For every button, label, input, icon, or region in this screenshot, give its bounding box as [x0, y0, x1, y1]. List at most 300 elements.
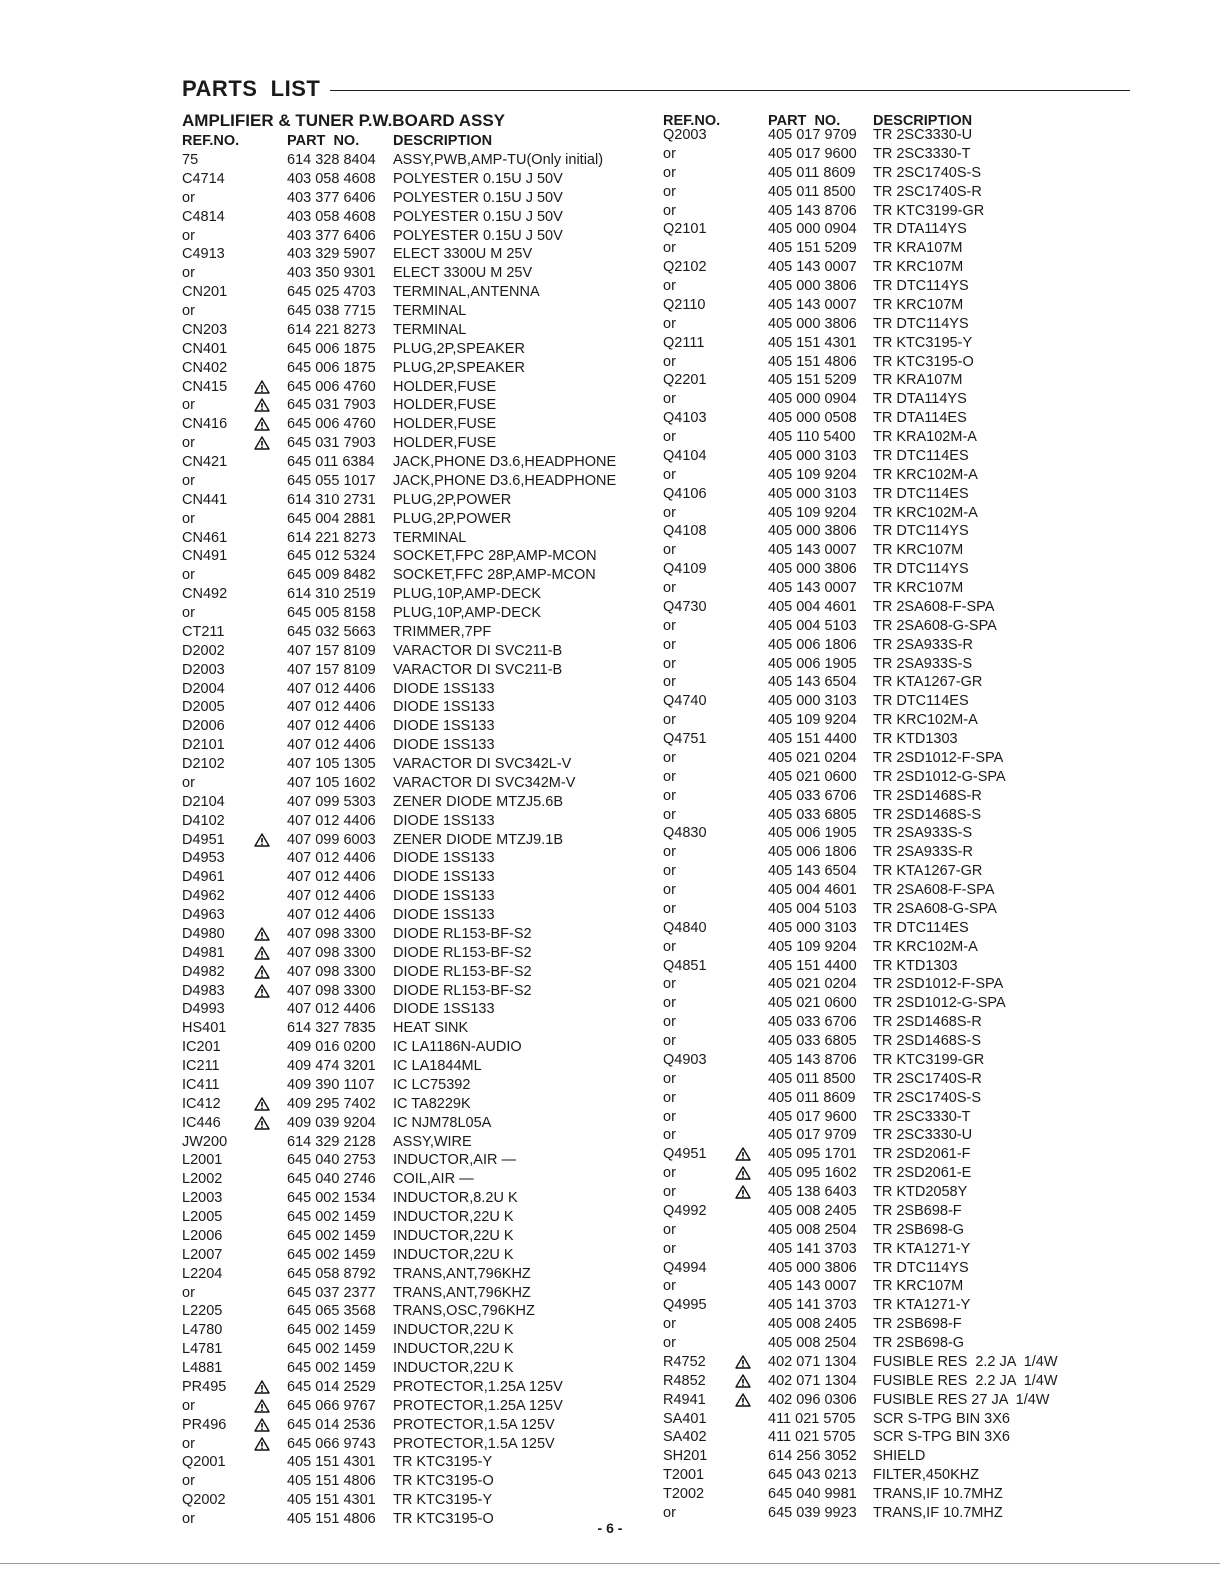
ref-no: D4961	[182, 869, 225, 886]
description: HEAT SINK	[393, 1020, 469, 1037]
ref-no: Q4730	[663, 598, 707, 615]
part-no: 614 256 3052	[768, 1448, 857, 1465]
part-no: 614 329 2128	[287, 1133, 376, 1150]
part-no: 405 151 4806	[768, 353, 857, 370]
description: FUSIBLE RES 27 JA 1/4W	[873, 1391, 1050, 1408]
part-no: 407 012 4406	[287, 680, 376, 697]
ref-no: IC446	[182, 1114, 221, 1131]
part-no: 405 021 0204	[768, 749, 857, 766]
part-no: 405 017 9709	[768, 127, 857, 143]
safety-warning-icon	[254, 833, 270, 847]
part-no: 403 058 4608	[287, 208, 376, 225]
ref-no: HS401	[182, 1020, 227, 1037]
safety-warning-icon	[254, 1399, 270, 1413]
ref-no: or	[663, 976, 676, 993]
description: INDUCTOR,22U K	[393, 1209, 514, 1225]
description: ZENER DIODE MTZJ9.1B	[393, 831, 563, 848]
description: DIODE 1SS133	[393, 718, 495, 735]
ref-no: L2205	[182, 1303, 223, 1320]
ref-no: or	[663, 768, 676, 785]
part-no: 405 021 0600	[768, 768, 857, 785]
safety-warning-icon	[254, 1116, 270, 1130]
description: POLYESTER 0.15U J 50V	[393, 227, 563, 244]
part-no: 405 143 6504	[768, 674, 857, 691]
description: TR 2SD1468S-R	[873, 787, 982, 804]
ref-no: IC412	[182, 1095, 221, 1112]
description: TR DTC114ES	[873, 693, 969, 710]
description: INDUCTOR,AIR —	[393, 1152, 516, 1169]
description: TR 2SD2061-F	[873, 1146, 971, 1163]
description: JACK,PHONE D3.6,HEADPHONE	[393, 454, 617, 470]
ref-no: R4941	[663, 1391, 706, 1408]
part-no: 645 004 2881	[287, 510, 376, 527]
description: ASSY,WIRE	[393, 1133, 472, 1150]
ref-no: Q2102	[663, 259, 707, 276]
ref-no: or	[663, 391, 676, 408]
ref-no: or	[663, 278, 676, 294]
ref-no: or	[663, 202, 676, 219]
header-part-no: PART NO.	[768, 113, 841, 129]
ref-no: or	[663, 1070, 676, 1087]
part-no: 405 143 0007	[768, 259, 857, 276]
ref-no: D4981	[182, 944, 225, 961]
ref-no: R4852	[663, 1372, 706, 1389]
ref-no: CT211	[182, 623, 225, 640]
ref-no: C4814	[182, 208, 225, 225]
description: DIODE RL153-BF-S2	[393, 925, 532, 942]
description: PLUG,2P,SPEAKER	[393, 340, 525, 357]
part-no: 645 002 1459	[287, 1360, 376, 1376]
ref-no: IC211	[182, 1058, 220, 1074]
part-no: 645 040 9981	[768, 1486, 857, 1502]
ref-no: D2002	[182, 642, 225, 659]
part-no: 645 006 1875	[287, 340, 376, 357]
description: ELECT 3300U M 25V	[393, 246, 533, 263]
description: TR KTC3199-GR	[873, 202, 985, 219]
part-no: 405 151 5209	[768, 372, 857, 389]
part-no: 409 390 1107	[287, 1076, 375, 1093]
ref-no: Q2201	[663, 372, 707, 389]
part-no: 407 098 3300	[287, 982, 376, 999]
ref-no: or	[663, 1335, 676, 1351]
description: TR KTD2058Y	[873, 1184, 968, 1200]
description: DIODE 1SS133	[393, 680, 495, 697]
description: TRANS,ANT,796KHZ	[393, 1265, 531, 1282]
ref-no: or	[182, 510, 195, 527]
description: TR KTA1267-GR	[873, 863, 983, 880]
description: TR KRA107M	[873, 240, 963, 257]
description: TR KTA1271-Y	[873, 1297, 971, 1314]
part-no: 405 000 0904	[768, 391, 857, 408]
description: SOCKET,FPC 28P,AMP-MCON	[393, 548, 597, 565]
part-no: 405 151 4301	[287, 1454, 376, 1471]
header-description: DESCRIPTION	[393, 133, 493, 149]
ref-no: or	[663, 240, 676, 257]
part-no: 405 138 6403	[768, 1184, 857, 1200]
part-no: 405 000 3806	[768, 561, 857, 578]
description: DIODE 1SS133	[393, 812, 495, 829]
ref-no: R4752	[663, 1353, 706, 1370]
description: TR DTC114ES	[873, 447, 969, 464]
description: TR DTA114YS	[873, 391, 967, 408]
ref-no: or	[663, 863, 676, 880]
ref-no: L2003	[182, 1190, 223, 1207]
description: TR 2SC3330-U	[873, 127, 973, 143]
ref-no: IC411	[182, 1076, 220, 1093]
description: TR 2SD1012-F-SPA	[873, 976, 1004, 993]
part-no: 405 011 8609	[768, 1089, 856, 1106]
part-no: 405 143 0007	[768, 296, 857, 313]
part-no: 405 000 3806	[768, 1259, 857, 1276]
part-no: 402 071 1304	[768, 1353, 857, 1370]
part-no: 407 105 1305	[287, 756, 376, 772]
ref-no: or	[663, 1033, 676, 1049]
description: TERMINAL,ANTENNA	[393, 284, 540, 301]
part-no: 645 012 5324	[287, 548, 376, 565]
ref-no: Q4104	[663, 447, 707, 464]
description: TR KRA107M	[873, 372, 963, 389]
ref-no: or	[663, 429, 676, 445]
ref-no: D4962	[182, 888, 225, 905]
description: TR KTA1271-Y	[873, 1240, 971, 1257]
ref-no: or	[663, 655, 676, 672]
part-no: 405 033 6706	[768, 1014, 857, 1031]
ref-no: or	[182, 472, 195, 489]
ref-no: Q4851	[663, 957, 707, 974]
description: TR 2SA933S-R	[873, 844, 973, 861]
ref-no: or	[663, 806, 676, 823]
description: TR 2SB698-G	[873, 1335, 965, 1351]
part-no: 407 012 4406	[287, 1001, 376, 1018]
part-no: 407 157 8109	[287, 661, 376, 678]
ref-no: D2006	[182, 718, 225, 735]
ref-no: or	[663, 900, 676, 917]
ref-no: Q4103	[663, 410, 707, 427]
description: IC NJM78L05A	[393, 1114, 492, 1131]
part-no: 645 011 6384	[287, 454, 375, 470]
part-no: 405 143 0007	[768, 1278, 857, 1295]
part-no: 405 004 4601	[768, 882, 857, 898]
ref-no: Q4992	[663, 1202, 707, 1219]
description: PLUG,2P,POWER	[393, 491, 512, 508]
part-no: 405 004 5103	[768, 900, 857, 917]
description: ZENER DIODE MTZJ5.6B	[393, 793, 563, 810]
part-no: 405 006 1806	[768, 636, 857, 653]
ref-no: Q4108	[663, 523, 707, 540]
description: TR 2SD1012-G-SPA	[873, 768, 1006, 785]
description: TR KTC3195-Y	[393, 1454, 493, 1471]
ref-no: SH201	[663, 1448, 708, 1465]
ref-no: CN492	[182, 586, 228, 603]
ref-no: SA402	[663, 1429, 707, 1446]
part-no: 405 000 3103	[768, 485, 857, 502]
description: TR 2SA608-F-SPA	[873, 598, 995, 615]
part-no: 645 002 1459	[287, 1322, 376, 1339]
part-no: 405 021 0600	[768, 995, 857, 1012]
description: TERMINAL	[393, 321, 467, 338]
ref-no: C4714	[182, 170, 225, 187]
description: TR 2SD1468S-S	[873, 806, 981, 823]
description: INDUCTOR,22U K	[393, 1227, 514, 1244]
safety-warning-icon	[254, 946, 270, 960]
part-no: 645 002 1459	[287, 1209, 376, 1225]
ref-no: or	[663, 353, 676, 370]
description: TR KRC102M-A	[873, 466, 978, 483]
ref-no: CN441	[182, 491, 228, 508]
part-no: 405 000 3103	[768, 447, 857, 464]
ref-no: Q2110	[663, 296, 706, 313]
ref-no: Q2111	[663, 334, 705, 351]
ref-no: D4951	[182, 831, 225, 848]
part-no: 614 221 8273	[287, 529, 376, 546]
description: TR KTC3195-O	[393, 1511, 494, 1527]
part-no: 405 011 8500	[768, 1070, 856, 1087]
page-title: PARTS LIST	[182, 76, 321, 101]
part-no: 405 000 3103	[768, 919, 857, 936]
description: HOLDER,FUSE	[393, 435, 497, 452]
part-no: 405 095 1701	[768, 1146, 857, 1163]
description: PROTECTOR,1.25A 125V	[393, 1397, 563, 1414]
description: HOLDER,FUSE	[393, 378, 497, 395]
part-no: 405 033 6706	[768, 787, 857, 804]
ref-no: T2001	[663, 1467, 705, 1484]
part-no: 614 328 8404	[287, 152, 376, 168]
safety-warning-icon	[254, 984, 270, 998]
ref-no: or	[663, 1014, 676, 1031]
part-no: 407 099 5303	[287, 793, 376, 810]
part-no: 403 377 6406	[287, 227, 376, 244]
description: PLUG,2P,POWER	[393, 510, 512, 527]
ref-no: D2101	[182, 737, 225, 754]
ref-no: 75	[182, 152, 199, 168]
description: IC TA8229K	[393, 1095, 471, 1112]
page-number: - 6 -	[597, 1520, 623, 1536]
bottom-rule	[0, 1563, 1220, 1564]
description: TR DTC114ES	[873, 919, 969, 936]
part-no: 405 143 6504	[768, 863, 857, 880]
safety-warning-icon	[254, 380, 270, 394]
part-no: 405 151 5209	[768, 240, 857, 257]
part-no: 407 012 4406	[287, 718, 376, 735]
description: TR DTC114YS	[873, 561, 969, 578]
ref-no: or	[663, 580, 676, 596]
part-no: 645 031 7903	[287, 435, 376, 452]
part-no: 405 011 8500	[768, 183, 856, 200]
safety-warning-icon	[254, 417, 270, 431]
description: IC LC75392	[393, 1076, 471, 1093]
ref-no: or	[182, 1435, 195, 1452]
description: POLYESTER 0.15U J 50V	[393, 208, 563, 225]
description: JACK,PHONE D3.6,HEADPHONE	[393, 472, 617, 489]
part-no: 405 004 4601	[768, 598, 857, 615]
ref-no: or	[182, 227, 195, 244]
part-no: 409 295 7402	[287, 1095, 376, 1112]
description: TERMINAL	[393, 529, 467, 546]
part-no: 405 017 9600	[768, 1108, 857, 1125]
part-no: 405 141 3703	[768, 1297, 857, 1314]
part-no: 405 151 4301	[287, 1492, 376, 1509]
description: TRANS,ANT,796KHZ	[393, 1284, 531, 1301]
description: INDUCTOR,22U K	[393, 1322, 514, 1339]
ref-no: or	[663, 1240, 676, 1257]
ref-no: or	[182, 397, 195, 414]
part-no: 645 066 9743	[287, 1435, 376, 1452]
part-no: 403 350 9301	[287, 265, 376, 282]
description: PROTECTOR,1.25A 125V	[393, 1378, 563, 1395]
description: SCR S-TPG BIN 3X6	[873, 1429, 1010, 1446]
description: FUSIBLE RES 2.2 JA 1/4W	[873, 1372, 1058, 1389]
part-no: 407 098 3300	[287, 925, 376, 942]
ref-no: or	[663, 145, 676, 162]
part-no: 405 000 0904	[768, 221, 857, 238]
part-no: 405 004 5103	[768, 617, 857, 634]
ref-no: D4993	[182, 1001, 225, 1018]
ref-no: or	[663, 466, 676, 483]
ref-no: PR496	[182, 1416, 227, 1433]
part-no: 405 143 0007	[768, 580, 857, 596]
description: TRANS,IF 10.7MHZ	[873, 1504, 1003, 1521]
ref-no: L2002	[182, 1171, 223, 1188]
description: INDUCTOR,8.2U K	[393, 1190, 518, 1207]
ref-no: D2005	[182, 699, 225, 716]
ref-no: or	[663, 995, 676, 1012]
ref-no: or	[663, 674, 676, 691]
description: TR 2SC1740S-R	[873, 183, 982, 200]
part-no: 407 157 8109	[287, 642, 376, 659]
part-no: 405 143 0007	[768, 542, 857, 559]
ref-no: or	[663, 1221, 676, 1238]
safety-warning-icon	[254, 1097, 270, 1111]
part-no: 407 012 4406	[287, 850, 376, 867]
description: TR 2SD1012-F-SPA	[873, 749, 1004, 766]
part-no: 407 012 4406	[287, 812, 376, 829]
part-no: 405 011 8609	[768, 164, 856, 181]
description: TR KRC107M	[873, 1278, 964, 1295]
ref-no: Q4951	[663, 1146, 707, 1163]
part-no: 645 025 4703	[287, 284, 376, 301]
part-no: 645 039 9923	[768, 1504, 857, 1521]
part-no: 405 143 8706	[768, 202, 857, 219]
ref-no: or	[663, 749, 676, 766]
description: TRIMMER,7PF	[393, 623, 492, 640]
ref-no: Q4903	[663, 1051, 707, 1068]
description: TR DTC114ES	[873, 485, 969, 502]
part-no: 405 151 4806	[287, 1473, 376, 1490]
part-no: 407 012 4406	[287, 699, 376, 716]
part-no: 403 329 5907	[287, 246, 376, 263]
part-no: 411 021 5705	[768, 1410, 856, 1427]
description: PROTECTOR,1.5A 125V	[393, 1435, 555, 1452]
description: FILTER,450KHZ	[873, 1467, 980, 1484]
part-no: 645 032 5663	[287, 623, 376, 640]
description: TR KTC3195-Y	[873, 334, 973, 351]
part-no: 645 002 1459	[287, 1341, 376, 1358]
safety-warning-icon	[254, 436, 270, 450]
description: DIODE RL153-BF-S2	[393, 944, 532, 961]
part-no: 407 012 4406	[287, 907, 376, 923]
description: TR 2SC3330-U	[873, 1127, 973, 1144]
part-no: 405 000 3806	[768, 315, 857, 332]
description: TR KTC3195-Y	[393, 1492, 493, 1509]
description: TERMINAL	[393, 303, 467, 319]
part-no: 405 008 2405	[768, 1316, 857, 1333]
ref-no: L2001	[182, 1152, 223, 1169]
safety-warning-icon	[735, 1355, 751, 1369]
part-no: 407 099 6003	[287, 831, 376, 848]
ref-no: or	[182, 435, 195, 452]
ref-no: or	[182, 774, 195, 791]
part-no: 645 043 0213	[768, 1467, 857, 1484]
description: COIL,AIR —	[393, 1171, 474, 1188]
ref-no: or	[663, 1089, 676, 1106]
description: TR 2SD1468S-S	[873, 1033, 981, 1049]
part-no: 405 006 1905	[768, 825, 857, 842]
description: POLYESTER 0.15U J 50V	[393, 189, 563, 206]
ref-no: or	[663, 164, 676, 181]
part-no: 405 017 9600	[768, 145, 857, 162]
ref-no: or	[663, 787, 676, 804]
part-no: 405 151 4400	[768, 957, 857, 974]
ref-no: D2104	[182, 793, 225, 810]
ref-no: or	[663, 1165, 676, 1182]
description: DIODE 1SS133	[393, 907, 495, 923]
description: TR 2SD2061-E	[873, 1165, 972, 1182]
ref-no: or	[663, 882, 676, 898]
title-rule	[330, 90, 1130, 91]
part-no: 407 098 3300	[287, 963, 376, 980]
part-no: 409 016 0200	[287, 1039, 376, 1056]
part-no: 645 002 1459	[287, 1227, 376, 1244]
part-no: 405 143 8706	[768, 1051, 857, 1068]
description: TRANS,IF 10.7MHZ	[873, 1486, 1003, 1502]
ref-no: Q2003	[663, 127, 707, 143]
description: TR KRC107M	[873, 542, 964, 559]
part-no: 405 109 9204	[768, 712, 857, 729]
description: TR KTC3199-GR	[873, 1051, 985, 1068]
description: TR KTC3195-O	[393, 1473, 494, 1490]
part-no: 407 012 4406	[287, 737, 376, 754]
ref-no: or	[182, 265, 195, 282]
ref-no: Q4994	[663, 1259, 707, 1276]
part-no: 645 006 1875	[287, 359, 376, 376]
part-no: 407 012 4406	[287, 888, 376, 905]
description: TR KRC107M	[873, 580, 964, 596]
ref-no: D4982	[182, 963, 225, 980]
description: TR DTA114YS	[873, 221, 967, 238]
part-no: 645 040 2753	[287, 1152, 376, 1169]
ref-no: L2007	[182, 1246, 223, 1263]
ref-no: Q4840	[663, 919, 707, 936]
description: INDUCTOR,22U K	[393, 1246, 514, 1263]
part-no: 614 310 2731	[287, 491, 376, 508]
part-no: 405 110 5400	[768, 429, 856, 445]
ref-no: JW200	[182, 1133, 228, 1150]
description: PROTECTOR,1.5A 125V	[393, 1416, 555, 1433]
description: DIODE 1SS133	[393, 737, 495, 754]
ref-no: or	[663, 1184, 676, 1200]
ref-no: or	[663, 844, 676, 861]
safety-warning-icon	[254, 1380, 270, 1394]
description: TR 2SC3330-T	[873, 1108, 971, 1125]
ref-no: CN491	[182, 548, 228, 565]
part-no: 405 008 2504	[768, 1221, 857, 1238]
header-ref-no: REF.NO.	[182, 133, 240, 149]
ref-no: SA401	[663, 1410, 707, 1427]
ref-no: CN203	[182, 321, 228, 338]
ref-no: or	[663, 504, 676, 521]
part-no: 405 151 4400	[768, 731, 857, 747]
part-no: 403 058 4608	[287, 170, 376, 187]
